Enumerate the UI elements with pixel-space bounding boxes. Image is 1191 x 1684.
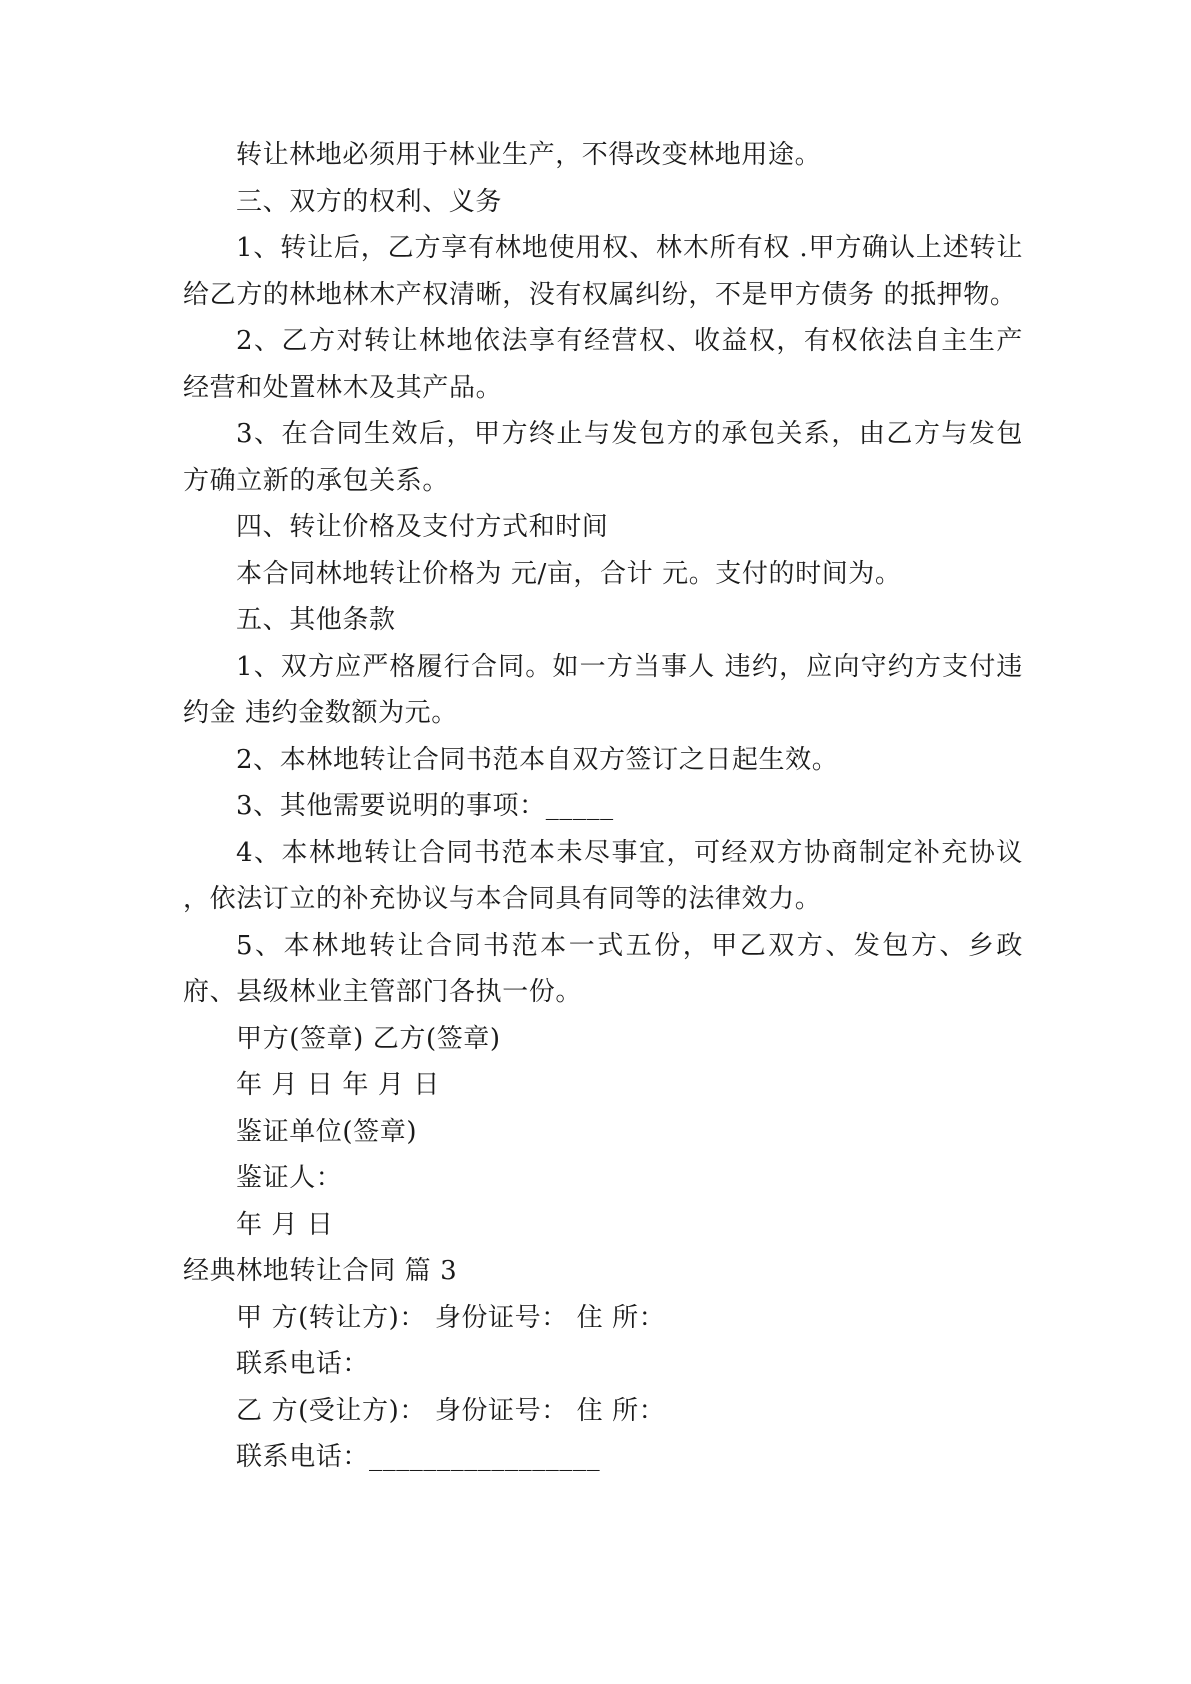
clause-5-3: 3、其他需要说明的事项：_____ [236,791,614,821]
verifier: 鉴证人： [236,1163,343,1193]
clause-3-3: 3、在合同生效后，甲方终止与发包方的承包关系，由乙方与发包方确立新的承包关系。 [183,419,1023,496]
paragraph-land-use: 转让林地必须用于林业生产，不得改变林地用途。 [236,140,822,170]
party-a-phone: 联系电话： [236,1349,370,1379]
verification-unit: 鉴证单位(签章) [236,1116,418,1147]
clause-5-4: 4、本林地转让合同书范本未尽事宜，可经双方协商制定补充协议 ，依法订立的补充协议与本合同具有同等的法律效力。 [183,837,1032,914]
party-b-info: 乙 方(受让方)： 身份证号： 住 所： [236,1395,666,1426]
signature-parties: 甲方(签章) 乙方(签章) [236,1023,501,1054]
section-heading-rights-obligations: 三、双方的权利、义务 [236,186,503,217]
contract-title-part-3: 经典林地转让合同 篇 3 [183,1256,458,1286]
section-heading-price-payment: 四、转让价格及支付方式和时间 [236,512,609,542]
paragraph-price: 本合同林地转让价格为 元/亩，合计 元。支付的时间为。 [236,558,902,589]
clause-3-1: 1、转让后，乙方享有林地使用权、林木所有权 .甲方确认上述转让给乙方的林地林木产权清晰，没有权属纠纷，不是甲方债务 的抵押物。 [183,233,1023,310]
clause-5-5: 5、本林地转让合同书范本一式五份，甲乙双方、发包方、乡政府、县级林业主管部门各执一份。 [183,930,1023,1007]
party-b-phone: 联系电话：_________________ [236,1442,601,1472]
clause-5-1: 1、双方应严格履行合同。如一方当事人 违约，应向守约方支付违约金 违约金数额为元。 [183,651,1023,728]
section-heading-other-terms: 五、其他条款 [236,605,396,635]
clause-5-2: 2、本林地转让合同书范本自双方签订之日起生效。 [236,744,839,775]
signature-dates: 年 月 日 年 月 日 [236,1070,440,1100]
verification-date: 年 月 日 [236,1209,334,1240]
clause-3-2: 2、乙方对转让林地依法享有经营权、收益权，有权依法自主生产经营和处置林木及其产品。 [183,326,1023,403]
document-body [183,132,1032,1481]
party-a-info: 甲 方(转让方)： 身份证号： 住 所： [236,1302,666,1333]
